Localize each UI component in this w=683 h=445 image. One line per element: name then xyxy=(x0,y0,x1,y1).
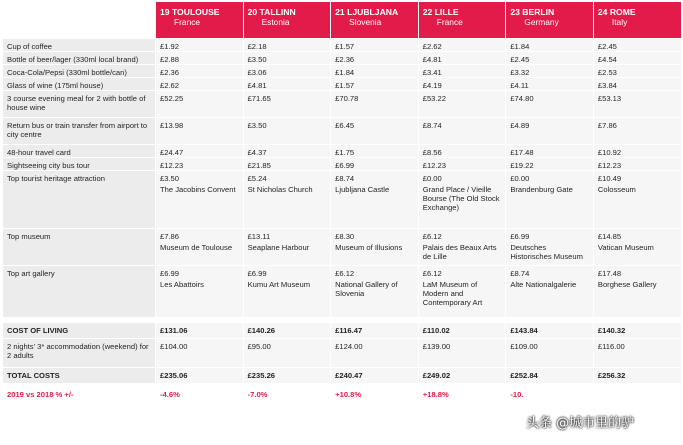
price-cell xyxy=(418,145,506,158)
price-cell xyxy=(418,158,506,171)
header-corner xyxy=(3,2,156,39)
price-value: £3.84 xyxy=(597,81,617,90)
row-label: Top museum xyxy=(3,229,156,266)
city-header xyxy=(506,2,594,39)
summary-value: £235.06 xyxy=(156,368,244,384)
price-value: £2.45 xyxy=(510,55,530,64)
price-value: £74.80 xyxy=(510,94,534,103)
price-value: £17.48 xyxy=(597,269,622,278)
price-value: £8.74 xyxy=(510,269,530,278)
summary-value: £110.02 xyxy=(418,323,506,339)
table-row xyxy=(3,52,682,65)
price-cell xyxy=(243,118,331,145)
table-row xyxy=(3,158,682,171)
price-cell xyxy=(243,171,331,229)
price-value: £2.62 xyxy=(422,42,442,51)
price-cell xyxy=(506,145,594,158)
price-cell xyxy=(156,171,244,229)
price-cell xyxy=(418,78,506,91)
price-cell xyxy=(243,158,331,171)
watermark-text: 头条 @城市里的驴 xyxy=(526,416,635,431)
price-cell xyxy=(506,229,594,266)
price-cell xyxy=(593,52,681,65)
price-cell xyxy=(593,39,681,52)
price-value: £10.49 xyxy=(597,174,622,183)
price-cell xyxy=(593,171,681,229)
price-value: £70.78 xyxy=(335,94,359,103)
price-cell xyxy=(593,118,681,145)
attraction-name: Colosseum xyxy=(597,185,636,194)
price-value: £12.23 xyxy=(597,161,622,170)
attraction-name: National Gallery of Slovenia xyxy=(335,280,398,298)
price-value: £14.85 xyxy=(597,232,622,241)
price-cell xyxy=(331,39,419,52)
price-cell xyxy=(506,118,594,145)
attraction-name: Palais des Beaux Arts de Lille xyxy=(422,243,497,261)
row-label: 3 course evening meal for 2 with bottle of house wine xyxy=(3,91,156,118)
price-value: £1.92 xyxy=(160,42,180,51)
attraction-name: St Nicholas Church xyxy=(247,185,313,194)
price-value: £53.22 xyxy=(422,94,446,103)
accommodation-row xyxy=(3,339,682,368)
attraction-name: Vatican Museum xyxy=(597,243,654,252)
price-value: £12.23 xyxy=(160,161,184,170)
price-cell xyxy=(243,91,331,118)
city-country: Italy xyxy=(611,17,628,27)
price-value: £0.00 xyxy=(422,174,442,183)
price-value: £2.36 xyxy=(335,55,355,64)
price-value: £2.53 xyxy=(597,68,617,77)
price-cell xyxy=(156,229,244,266)
price-value: £53.13 xyxy=(597,94,622,103)
attraction-name: Borghese Gallery xyxy=(597,280,657,289)
price-value: £52.25 xyxy=(160,94,184,103)
summary-value xyxy=(593,384,681,404)
attraction-name: Museum of Illusions xyxy=(335,243,403,252)
price-cell xyxy=(243,145,331,158)
summary-value: £140.26 xyxy=(243,323,331,339)
summary-value: £240.47 xyxy=(331,368,419,384)
price-value: £2.88 xyxy=(160,55,180,64)
row-label: Glass of wine (175ml house) xyxy=(3,78,156,91)
city-header xyxy=(156,2,244,39)
city-title: 22 LILLE xyxy=(422,7,459,17)
price-cell xyxy=(418,266,506,318)
price-cell xyxy=(243,52,331,65)
row-label: Bottle of beer/lager (330ml local brand) xyxy=(3,52,156,65)
row-label: Coca-Cola/Pepsi (330ml bottle/can) xyxy=(3,65,156,78)
price-value: £8.30 xyxy=(335,232,355,241)
price-value: £13.98 xyxy=(160,121,184,130)
price-cell xyxy=(331,229,419,266)
table-row xyxy=(3,171,682,229)
row-label: Return bus or train transfer from airport to city centre xyxy=(3,118,156,145)
price-value: £3.06 xyxy=(247,68,267,77)
price-value: £0.00 xyxy=(510,174,530,183)
attraction-name: Grand Place / Vieille Bourse (The Old Stock Exchange) xyxy=(422,185,500,212)
price-cell xyxy=(593,78,681,91)
table-row xyxy=(3,65,682,78)
city-header xyxy=(418,2,506,39)
city-title: 20 TALLINN xyxy=(247,7,296,17)
price-cell xyxy=(418,171,506,229)
summary-value: £104.00 xyxy=(156,339,244,368)
price-value: £2.45 xyxy=(597,42,617,51)
variance-row xyxy=(3,384,682,404)
price-cell xyxy=(593,91,681,118)
price-value: £4.89 xyxy=(510,121,530,130)
cost-comparison-table xyxy=(2,2,681,404)
price-value: £7.86 xyxy=(597,121,617,130)
price-value: £6.12 xyxy=(422,269,442,278)
price-cell xyxy=(243,65,331,78)
summary-value: £131.06 xyxy=(156,323,244,339)
price-value: £6.99 xyxy=(335,161,355,170)
price-value: £19.22 xyxy=(510,161,534,170)
attraction-name: Les Abattoirs xyxy=(160,280,204,289)
city-title: 21 LJUBLJANA xyxy=(335,7,399,17)
row-label: COST OF LIVING xyxy=(3,323,156,339)
price-cell xyxy=(243,229,331,266)
price-value: £1.75 xyxy=(335,148,355,157)
attraction-name: Brandenburg Gate xyxy=(510,185,573,194)
price-value: £1.57 xyxy=(335,81,355,90)
attraction-name: Museum de Toulouse xyxy=(160,243,233,252)
price-value: £1.84 xyxy=(335,68,355,77)
price-value: £6.12 xyxy=(422,232,442,241)
price-cell xyxy=(331,118,419,145)
price-cell xyxy=(506,91,594,118)
price-value: £10.92 xyxy=(597,148,622,157)
table-row xyxy=(3,145,682,158)
price-value: £2.36 xyxy=(160,68,180,77)
row-label: 2019 vs 2018 % +/- xyxy=(3,384,156,404)
row-label: 48-hour travel card xyxy=(3,145,156,158)
price-cell xyxy=(418,65,506,78)
price-cell xyxy=(243,266,331,318)
price-value: £6.45 xyxy=(335,121,355,130)
table-row xyxy=(3,91,682,118)
city-country: France xyxy=(436,17,463,27)
price-value: £6.12 xyxy=(335,269,355,278)
price-cell xyxy=(593,158,681,171)
attraction-name: Deutsches Historisches Museum xyxy=(510,243,583,261)
price-cell xyxy=(156,65,244,78)
city-header xyxy=(331,2,419,39)
price-value: £3.32 xyxy=(510,68,530,77)
price-cell xyxy=(593,229,681,266)
price-cell xyxy=(506,158,594,171)
attraction-name: Seaplane Harbour xyxy=(247,243,310,252)
price-cell xyxy=(156,78,244,91)
price-cell xyxy=(506,39,594,52)
price-cell xyxy=(418,118,506,145)
price-cell xyxy=(331,91,419,118)
price-cell xyxy=(156,91,244,118)
summary-value: £116.00 xyxy=(593,339,681,368)
city-title: 24 ROME xyxy=(597,7,636,17)
price-value: £7.86 xyxy=(160,232,180,241)
summary-value: -7.0% xyxy=(243,384,331,404)
price-value: £4.81 xyxy=(247,81,267,90)
price-value: £1.57 xyxy=(335,42,355,51)
total-costs-row xyxy=(3,368,682,384)
row-label: Top art gallery xyxy=(3,266,156,318)
price-cell xyxy=(156,118,244,145)
row-label: 2 nights' 3* accommodation (weekend) for 2 adults xyxy=(3,339,156,368)
price-value: £4.19 xyxy=(422,81,442,90)
summary-value: £109.00 xyxy=(506,339,594,368)
table-row xyxy=(3,78,682,91)
price-cell xyxy=(506,171,594,229)
price-cell xyxy=(156,266,244,318)
price-value: £8.74 xyxy=(422,121,442,130)
summary-value: £252.84 xyxy=(506,368,594,384)
price-cell xyxy=(331,266,419,318)
price-value: £17.48 xyxy=(510,148,534,157)
price-cell xyxy=(243,78,331,91)
price-cell xyxy=(593,266,681,318)
summary-value: £139.00 xyxy=(418,339,506,368)
summary-value: £95.00 xyxy=(243,339,331,368)
price-cell xyxy=(593,65,681,78)
city-header xyxy=(593,2,681,39)
header-row xyxy=(3,2,682,39)
price-cell xyxy=(331,158,419,171)
price-cell xyxy=(593,145,681,158)
summary-value: £235.26 xyxy=(243,368,331,384)
price-cell xyxy=(156,39,244,52)
summary-value: +18.8% xyxy=(418,384,506,404)
price-cell xyxy=(418,229,506,266)
price-cell xyxy=(331,171,419,229)
city-title: 23 BERLIN xyxy=(510,7,555,17)
table-row xyxy=(3,39,682,52)
attraction-name: Ljubljana Castle xyxy=(335,185,390,194)
summary-value: -4.6% xyxy=(156,384,244,404)
attraction-name: Alte Nationalgalerie xyxy=(510,280,577,289)
summary-value: £124.00 xyxy=(331,339,419,368)
price-cell xyxy=(418,91,506,118)
price-value: £3.41 xyxy=(422,68,442,77)
summary-value: -10. xyxy=(506,384,594,404)
price-cell xyxy=(156,52,244,65)
price-cell xyxy=(506,52,594,65)
row-label: Top tourist heritage attraction xyxy=(3,171,156,229)
row-label: Cup of coffee xyxy=(3,39,156,52)
price-cell xyxy=(156,145,244,158)
price-value: £4.37 xyxy=(247,148,267,157)
price-value: £21.85 xyxy=(247,161,271,170)
row-label: Sightseeing city bus tour xyxy=(3,158,156,171)
price-cell xyxy=(418,39,506,52)
price-cell xyxy=(331,145,419,158)
price-cell xyxy=(331,65,419,78)
summary-value: £256.32 xyxy=(593,368,681,384)
city-country: Estonia xyxy=(261,17,290,27)
price-value: £6.99 xyxy=(510,232,530,241)
price-value: £2.62 xyxy=(160,81,180,90)
table-row xyxy=(3,266,682,318)
row-label: TOTAL COSTS xyxy=(3,368,156,384)
city-country: France xyxy=(174,17,201,27)
price-value: £4.81 xyxy=(422,55,442,64)
price-value: £13.11 xyxy=(247,232,271,241)
price-value: £1.84 xyxy=(510,42,530,51)
price-cell xyxy=(156,158,244,171)
attraction-name: The Jacobins Convent xyxy=(160,185,236,194)
table-row xyxy=(3,229,682,266)
price-cell xyxy=(243,39,331,52)
price-value: £3.50 xyxy=(160,174,180,183)
city-header xyxy=(243,2,331,39)
price-cell xyxy=(331,78,419,91)
table-row xyxy=(3,118,682,145)
price-value: £5.24 xyxy=(247,174,267,183)
price-value: £4.11 xyxy=(510,81,529,90)
price-cell xyxy=(506,65,594,78)
summary-value: £116.47 xyxy=(331,323,419,339)
price-value: £4.54 xyxy=(597,55,617,64)
price-value: £8.56 xyxy=(422,148,442,157)
price-cell xyxy=(418,52,506,65)
cost-of-living-row xyxy=(3,323,682,339)
price-value: £3.50 xyxy=(247,121,267,130)
summary-value: +10.8% xyxy=(331,384,419,404)
price-value: £6.99 xyxy=(160,269,180,278)
summary-value: £143.84 xyxy=(506,323,594,339)
city-title: 19 TOULOUSE xyxy=(160,7,220,17)
summary-value: £140.32 xyxy=(593,323,681,339)
attraction-name: LaM Museum of Modern and Contemporary Art xyxy=(422,280,483,307)
price-value: £2.18 xyxy=(247,42,267,51)
price-cell xyxy=(506,266,594,318)
price-value: £8.74 xyxy=(335,174,355,183)
table-body xyxy=(3,39,682,404)
price-cell xyxy=(506,78,594,91)
attraction-name: Kumu Art Museum xyxy=(247,280,311,289)
price-value: £12.23 xyxy=(422,161,446,170)
city-country: Slovenia xyxy=(349,17,382,27)
price-cell xyxy=(331,52,419,65)
price-value: £3.50 xyxy=(247,55,267,64)
summary-value: £249.02 xyxy=(418,368,506,384)
price-value: £6.99 xyxy=(247,269,267,278)
price-value: £71.65 xyxy=(247,94,271,103)
city-country: Germany xyxy=(524,17,559,27)
price-value: £24.47 xyxy=(160,148,184,157)
